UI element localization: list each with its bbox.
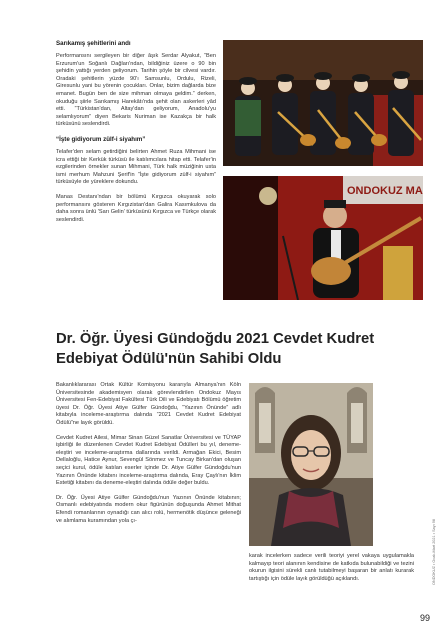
section-heading-zulf: “İşte gidiyorum zülf-i siyahım” [56,135,146,143]
portrait-illustration [249,383,373,546]
article-paragraph: Cevdet Kudret Ailesi, Mimar Sinan Güzel Sanatlar Üniversitesi ve TÜYAP işbirliği ile düzenlenen Cevdet Kudret Edebiyat Ödülleri bu yıl, deneme-eleştiri ve inceleme-araştırma dallarında verildi. Armağan Ekici, Besim Dellaloğlu, Hatice Aynur, Sevengül Sönmez ve Tuncay Birkan'dan oluşan seçici kurul, ödüle katılan eserler içinde Dr. Atiye Gülfer Gündoğdu'nun Yazının Önünde kitabını inceleme-araştırma dalında, Eray Çaylı'nın İklim Estetiği kitabını da deneme-eleştiri dalında ödüle değer buldu. [56,434,241,487]
article-column-left [56,382,241,532]
page-number: 99 [420,613,431,623]
section-heading-sarikamis: Sarıkamış şehitlerini andı [56,40,131,47]
stage-banner-text: ONDOKUZ MA [347,185,423,197]
stage-musicians-illustration [223,40,423,166]
left-column [56,40,216,231]
article-paragraph: Dr. Öğr. Üyesi Atiye Gülfer Gündoğdu'nun Yazının Önünde kitabının; Osmanlı edebiyatında modern okur figürünün doğuşunda Ahmet Mithat Efendi romanlarının oynadığı can alıcı rolü, hermenötik düşünce geleneği ve alımlama kuramından yola çı- [56,494,241,524]
stage-musicians-photo [223,40,423,166]
saz-player-photo [223,176,423,300]
article-column-right [249,553,414,590]
article-title: Dr. Öğr. Üyesi Gündoğdu 2021 Cevdet Kudret Edebiyat Ödülü'nün Sahibi Oldu [56,331,375,367]
section-paragraph: Performansını sergileyen bir diğer âşık Serdar Alyakut, “Ben Erzurum'un Soğanlı Dağları'ndan, bildiğiniz üzere o 90 bin şehidin yattığı yerden geliyorum. Tarihin şöyle bir cilvesi vardır. Oradaki şehitlerin yüzde 90'ı Samsunlu, Ordulu, Rizeli, Giresunlu yani bu yörenin çocukları. Onlar, bizim dağlarda bize emanet. Bugün ben de size mihman olmaya geldim.” derken, okuduğu şiirle Sarıkamış Harekâtı'nda şehit olan askerleri yâd etti. “Türkistan'dan, Altay'dan geliyorum, Anadolu'yu selamlıyorum” diyen Bekaris Nuriman ise Kazakça bir halk türküsünü seslendirdi. [56,53,216,128]
portrait-photo [249,383,373,546]
article-paragraph: karak incelerken sadece verili teoriyi yerel vakaya uygulamakla kalmayıp teori alanının kendisine de katkıda bulunabildiği ve tezini okurun ilgisini sürekli canlı tutabilmeyi başaran bir anlatı kurarak tartıştığı için ödüle layık görüldüğü açıklandı. [249,553,414,582]
article-paragraph: Bakanlıklararası Ortak Kültür Komisyonu kararıyla Almanya'nın Köln Üniversitesinde akademisyen olarak görevlendirilen Ondokuz Mayıs Üniversitesi Fen-Edebiyat Fakültesi Türk Dili ve Edebiyatı Bölümü öğretim üyesi Dr. Öğr. Üyesi Atiye Gülfer Gündoğdu, “Yazının Önünde” adlı kitabıyla inceleme-araştırma dalında “2021 Cevdet Kudret Edebiyat Ödülü”ne layık görüldü. [56,382,241,426]
section-paragraph: Telafer'den selam getirdiğini belirten Ahmet Ruza Mihmani ise icra ettiği bir Kerkük türküsü ile katılımcılara hitap etti. Telafer'in ezgilerinden örnekler sunan Mihmani, Türk halk müziğinin usta ismi merhum Mahzuni Şerif'in “İşte gidiyorum zülf-i siyahım” türküsüyle de yüreklere dokundu. [56,148,216,186]
section-paragraph: Manas Destanı'ndan bir bölümü Kırgızca okuyarak solo performansını gösteren Kırgızistan'dan Galira Kasımkulova da daha sonra ünlü 'Sarı Gelin' türküsünü Kırgızca ve Türkçe olarak seslendirdi. [56,193,216,223]
saz-player-illustration [223,176,423,300]
magazine-issue-info: ONDOKUZ • Ocak-Mart 2021 • Sayı 98 [432,519,436,585]
